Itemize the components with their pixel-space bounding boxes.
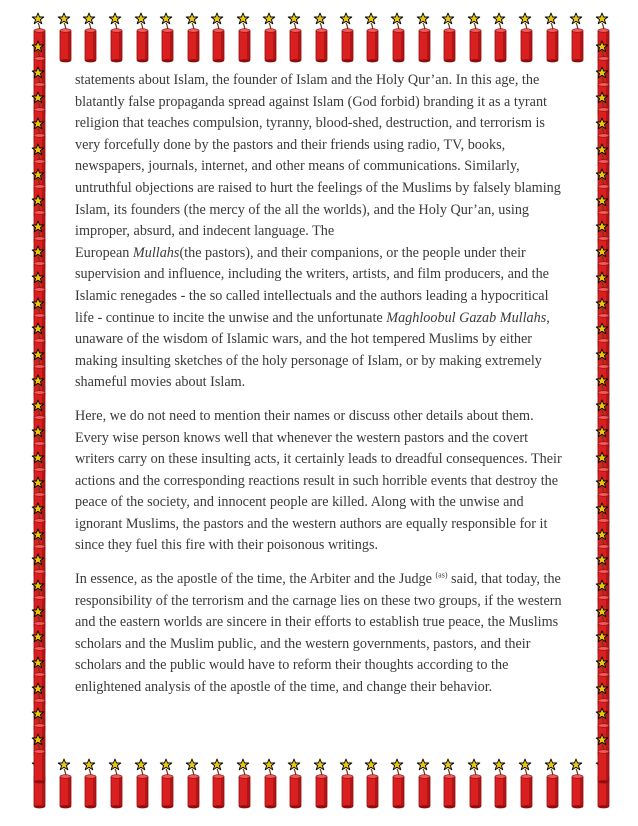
firecracker-icon [81, 758, 101, 812]
firecracker-icon [491, 758, 511, 812]
paragraph-2-text: (the pastors), and their companions, or the people under their supervision and influence, including the writers, artists, and film producers, and the Islamic renegades - the so called intellectuals and the authors leading a hypocritical life - continue to incite the unwise and the unfortunate [75, 244, 549, 326]
firecracker-icon [466, 758, 486, 812]
firecracker-icon [543, 758, 563, 812]
paragraph-1 [75, 70, 565, 243]
firecracker-icon [81, 12, 101, 66]
firecracker-icon [209, 758, 229, 812]
firecracker-icon [517, 12, 537, 66]
firecracker-icon [415, 12, 435, 66]
firecracker-icon [338, 758, 358, 812]
firecracker-icon [568, 12, 588, 66]
firecracker-icon [209, 12, 229, 66]
firecracker-icon [466, 12, 486, 66]
paragraph-2 [75, 243, 565, 394]
paragraph-2-text: , unaware of the wisdom of Islamic wars, and the hot tempered Muslims by either making insulting sketches of the holy personage of Islam, or by making extremely shameful movies about Islam. [75, 309, 550, 391]
firecracker-icon [543, 12, 563, 66]
firecracker-icon [440, 12, 460, 66]
firecracker-icon [107, 758, 127, 812]
firecracker-icon [235, 12, 255, 66]
firecracker-icon [389, 12, 409, 66]
paragraph-2-text: European [75, 244, 133, 261]
firecracker-icon [107, 12, 127, 66]
firecracker-icon [286, 12, 306, 66]
firecracker-icon [133, 758, 153, 812]
firecracker-icon [56, 12, 76, 66]
italic-term-maghloobul-gazab-mullahs: Maghloobul Gazab Mullahs [386, 309, 547, 326]
firecracker-icon [312, 12, 332, 66]
firecracker-icon [594, 733, 614, 787]
firecracker-icon [261, 12, 281, 66]
firecracker-icon [363, 12, 383, 66]
honorific-superscript: (as) [435, 570, 448, 580]
firecracker-icon [568, 758, 588, 812]
firecracker-icon [184, 758, 204, 812]
firecracker-icon [312, 758, 332, 812]
firecracker-icon [158, 12, 178, 66]
paragraph-3-text: Here, we do not need to mention their names or discuss other details about them. Every wise person knows well that whenever the western pastors and the covert writers carry on these insulting acts, it certainly leads to dreadful consequences. Their actions and the corresponding reactions result in such horrible events that destroy the peace of the society, and innocent people are killed. Along with the unwise and ignorant Muslims, the pastors and the western authors are equally responsible for it since they fuel this fire with their poisonous writings. [75, 407, 562, 554]
italic-term-mullahs: Mullahs [132, 244, 180, 261]
firecracker-icon [415, 758, 435, 812]
firecracker-icon [363, 758, 383, 812]
firecracker-icon [235, 758, 255, 812]
paragraph-1-text: statements about Islam, the founder of Islam and the Holy Qur’an. In this age, the blatantly false propaganda spread against Islam (God forbid) branding it as a tyrant religion that teaches compulsion, tyranny, blood-shed, destruction, and terrorism is very forcefully done by the pastors and their friends using radio, TV, books, newspapers, journals, internet, and other means of communications. Similarly, untruthful objections are raised to hurt the feelings of the Muslims by falsely blaming Islam, its founders (the mercy of the all the worlds), and the Holy Qur’an, using improper, absurd, and indecent language. The [75, 72, 561, 240]
firecracker-icon [440, 758, 460, 812]
paragraph-4 [75, 569, 565, 699]
firecracker-icon [30, 733, 50, 787]
firecracker-icon [517, 758, 537, 812]
firecracker-icon [286, 758, 306, 812]
firecracker-icon [389, 758, 409, 812]
firecracker-icon [338, 12, 358, 66]
document-body [75, 70, 565, 711]
firecracker-icon [261, 758, 281, 812]
firecracker-icon [184, 12, 204, 66]
firecracker-icon [158, 758, 178, 812]
firecracker-icon [491, 12, 511, 66]
paragraph-4-text: In essence, as the apostle of the time, the Arbiter and the Judge [75, 571, 436, 588]
firecracker-icon [56, 758, 76, 812]
firecracker-icon [133, 12, 153, 66]
paragraph-4-text: said, that today, the responsibility of the terrorism and the carnage lies on these two groups, if the western and the eastern worlds are sincere in their efforts to establish true peace, the Muslims scholars and the Muslim public, and the western governments, pastors, and their scholars and the public would have to reform their thoughts according to the enlightened analysis of the apostle of the time, and change their behavior. [75, 571, 562, 696]
paragraph-3 [75, 406, 565, 557]
